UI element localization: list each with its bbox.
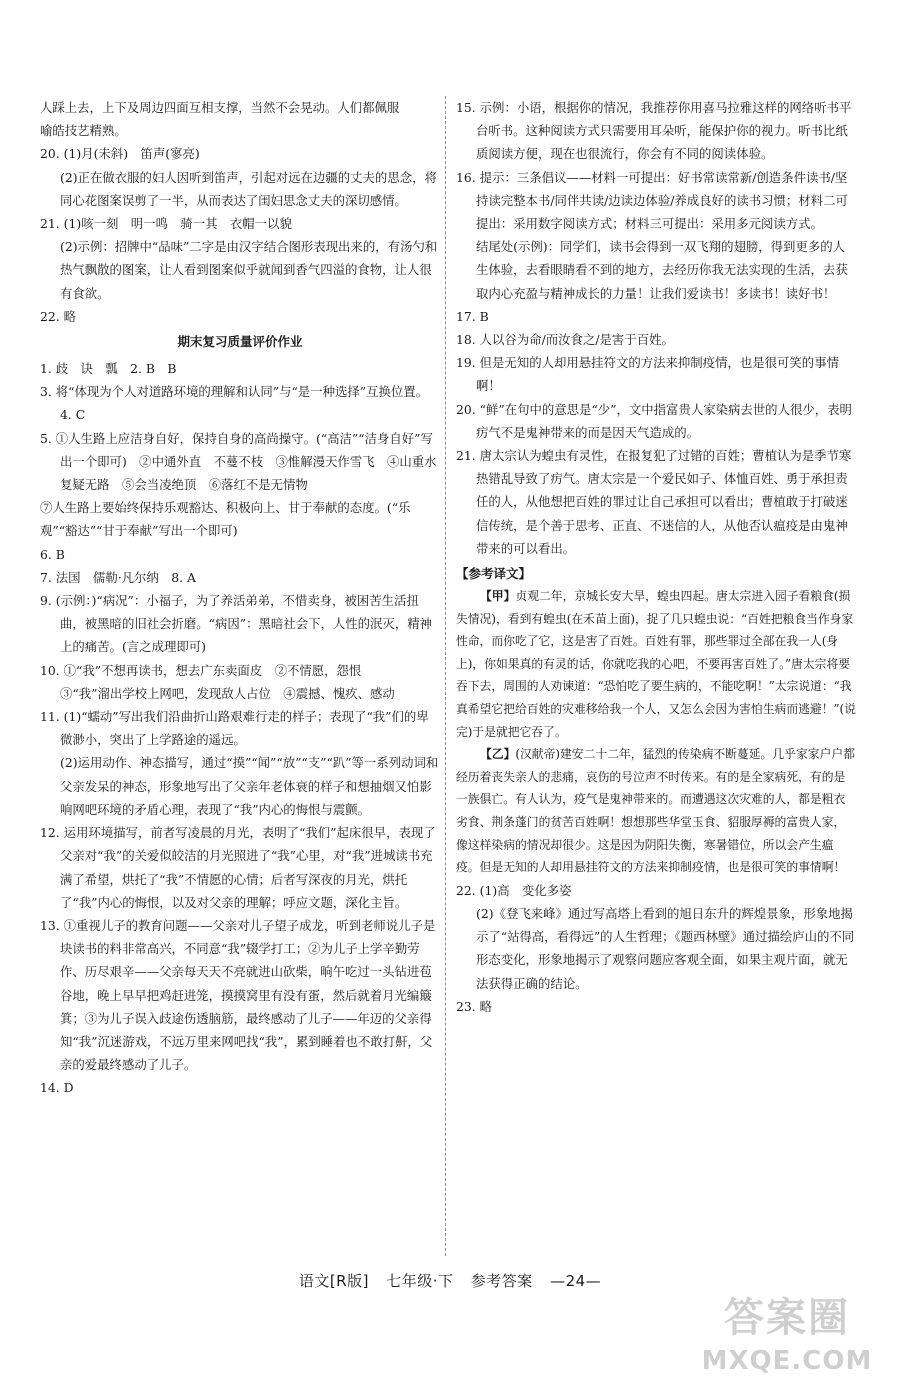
answer-5-7: ⑦人生路上要始终保持乐观豁达、积极向上、甘于奉献的态度。(“乐观”“豁达”“甘于奉献”写出一个即可): [40, 500, 411, 539]
continuation-line-1: 人踩上去，上下及周边四面互相支撑，当然不会晃动。人们都佩服: [40, 100, 400, 115]
translation-yi-label: 【乙】: [480, 747, 516, 762]
column-divider: [445, 96, 446, 1256]
answer-12: 12. 运用环境描写，前者写凌晨的月光，表明了“我们”起床很早，表现了父亲对“我”的关爱似皎洁的月光照进了“我”心里，对“我”进城读书充满了希望，烘托了“我”不情愿的心情；后者写深夜的月光，烘托了“我”内心的悔恨，以及对父亲的理解；呼应文题，深化主旨。: [40, 825, 436, 910]
answer-9: 9. (示例：)“病况”：小福子，为了养活弟弟，不惜卖身，被困苦生活扭曲，被黑暗的旧社会折磨。“病因”：黑暗社会下，人性的泯灭，精神上的痛苦。(言之成理即可): [40, 593, 432, 655]
answer-16-ending: 结尾处(示例)：同学们，读书会得到一双飞翔的翅膀，得到更多的人生体验，去看眼睛看不到的地方，去经历你我无法实现的生活，去获取内心充盈与精神成长的力量！让我们爱读书！多读书！读好书！: [476, 239, 848, 301]
answer-5: 5. ①人生路上应洁身自好，保持自身的高尚操守。(“高洁”“洁身自好”写出一个即可) ②中通外直 不蔓不枝 ③惟解漫天作雪飞 ④山重水复疑无路 ⑤会当凌绝顶 ⑥落红不是无情物: [40, 430, 437, 493]
footer-subject: 语文[R版]: [298, 1272, 369, 1290]
answer-3-4: 3. 将“体现为个人对道路环境的理解和认同”与“是一种选择”互换位置。 4. C: [40, 384, 435, 423]
left-column: [40, 96, 440, 1100]
right-column: [456, 96, 856, 1018]
section-title: 期末复习质量评价作业: [177, 334, 303, 350]
answer-10-2: ③“我”溜出学校上网吧，发现敌人占位 ④震撼、愧疚、感动: [60, 685, 395, 701]
translation-yi: [456, 743, 856, 879]
watermark-line1: 答案圈: [724, 1295, 850, 1341]
answer-6: 6. B: [40, 546, 65, 562]
answer-21-2: (2)示例：招牌中“品味”二字是由汉字结合图形表现出来的，有汤勺和热气飘散的图案，让人看到图案似乎就闻到香气四溢的食物，让人很有食欲。: [60, 239, 438, 301]
answer-18: 18. 人以谷为命/而汝食之/是害于百姓。: [456, 332, 674, 348]
answer-20: 20. “鲜”在句中的意思是“少”，文中指富贵人家染病去世的人很少，表明疠气不是鬼神带来的而是因天气造成的。: [456, 401, 852, 440]
answer-20-1: 20. (1)月(未斜) 笛声(寥亮): [40, 146, 200, 162]
footer-label: 参考答案: [470, 1272, 533, 1290]
answer-10-1: 10. ①“我”不想再读书，想去广东卖面皮 ②不情愿，怨恨: [40, 662, 362, 678]
answer-15: 15. 示例：小语，根据你的情况，我推荐你用喜马拉雅这样的网络听书平台听书。这种阅读方式只需要用耳朵听，能保护你的视力。听书比纸质阅读方便，现在也很流行，你会有不同的阅读体验。: [456, 100, 852, 162]
answer-14: 14. D: [40, 1080, 74, 1096]
watermark-line2: MXQE.COM: [701, 1346, 873, 1376]
answer-1-2: 1. 歧 诀 瓢 2. B B: [40, 361, 177, 377]
answer-23: 23. 略: [456, 998, 493, 1014]
watermark-logo: [692, 1292, 882, 1384]
answer-11-2: (2)运用动作、神态描写，通过“摸”“闻”“放”“支”“趴”等一系列动词和父亲发呆的神态，形象地写出了父亲年老体衰的样子和想抽烟又怕影响网吧环境的矛盾心理，表现了“我”内心的悔恨与震颤。: [60, 755, 439, 817]
footer-page-number: —24—: [550, 1272, 602, 1290]
translation-jia: [456, 585, 856, 743]
answer-7-8: 7. 法国 儒勒·凡尔纳 8. A: [40, 569, 196, 585]
translation-jia-label: 【甲】: [480, 589, 516, 604]
answer-20-2: (2)正在做衣服的妇人因听到笛声，引起对远在边疆的丈夫的思念，将同心花图案误剪了一半，从而表达了闺妇思念丈夫的深切感情。: [60, 169, 437, 208]
answer-22: 22. 略: [40, 308, 77, 324]
answer-17: 17. B: [456, 308, 489, 324]
answer-19: 19. 但是无知的人却用悬挂符文的方法来抑制疫情，也是很可笑的事情啊！: [456, 355, 839, 394]
answer-21-1: 21. (1)咳一刻 明一鸣 骑一其 衣帽一以貌: [40, 216, 292, 232]
answer-22-1: 22. (1)高 变化多姿: [456, 882, 572, 898]
answer-22-2: (2)《登飞来峰》通过写高塔上看到的旭日东升的辉煌景象，形象地揭示了“站得高，看得远”的人生哲理；《题西林壁》通过描绘庐山的不同形态变化，形象地揭示了观察问题应客观全面，如果主观片面，就无法获得正确的结论。: [476, 905, 855, 991]
answer-16: 16. 提示：三条倡议——材料一可提出：好书常读常新/创造条件读书/坚持读完整本书/同伴共读/边读边体验/养成良好的读书习惯；材料二可提出：采用数字阅读方式；材料三可提出：采用多元阅读方式。: [456, 169, 848, 232]
translation-yi-text: (汉献帝)建安二十二年，猛烈的传染病不断蔓延。几乎家家户户都经历着丧失亲人的悲痛，哀伤的号泣声不时传来。有的是全家病死，有的是一族俱亡。有人认为，疫气是鬼神带来的。而遭遇这次灾难的人，都是粗衣劣食、荆条蓬门的贫苦百姓啊！想想那些华堂玉食、貂服厚褥的富贵人家，像这样染病的情况却很少。这是因为阴阳失衡，寒暑错位，所以会产生瘟疫。但是无知的人却用悬挂符文的方法来抑制疫情，也是很可笑的事情啊！: [456, 747, 855, 875]
reference-translation-tag: 【参考译文】: [456, 566, 532, 582]
answer-11-1: 11. (1)“蠕动”写出我们沿曲折山路艰难行走的样子；表现了“我”们的卑微渺小，突出了上学路途的遥远。: [40, 709, 429, 748]
footer-grade: 七年级·下: [386, 1272, 454, 1290]
translation-jia-text: 贞观二年，京城长安大旱，蝗虫四起。唐太宗进入园子看粮食(损失情况)，看到有蝗虫(在禾苗上面)，捉了几只蝗虫说：“百姓把粮食当作身家性命，而你吃了它，这是害了百姓。百姓有罪，那些罪过全部在我一人(身上)，你如果真的有灵的话，你就吃我的心吧，不要再害百姓了。”唐太宗将要吞下去，周围的人劝谏道：“恐怕吃了要生病的，不能吃啊！”太宗说道：“我真希望它把给百姓的灾难移给我一个人，又怎么会因为害怕生病而逃避！”(说完)于是就把它吞了。: [456, 589, 856, 739]
page-footer: [0, 1270, 900, 1291]
continuation-line-2: 喻皓技艺精熟。: [40, 123, 127, 139]
answer-13: 13. ①重视儿子的教育问题——父亲对儿子望子成龙，听到老师说儿子是块读书的料非常高兴，不同意“我”辍学打工；②为儿子上学辛勤劳作、历尽艰辛——父亲每天天不亮就进山砍柴，晌午吃过一头钻进苞谷地，晚上早早把鸡赶进笼，摸摸窝里有没有蛋，然后就着月光编簸箕；③为儿子误入歧途伤透脑筋，最终感动了儿子——年迈的父亲得知“我”沉迷游戏，不远万里来网吧找“我”，累到睡着也不敢打鼾，父亲的爱最终感动了儿子。: [40, 917, 436, 1073]
answer-21: 21. 唐太宗认为蝗虫有灵性，在报复犯了过错的百姓；曹植认为是季节寒热错乱导致了疠气。唐太宗是一个爱民如子、体恤百姓、勇于承担责任的人，从他想把百姓的罪过让自己承担可以看出；曹植敢于打破迷信传统，是个善于思考、正直、不迷信的人，从他否认瘟疫是由鬼神带来的可以看出。: [456, 448, 852, 556]
